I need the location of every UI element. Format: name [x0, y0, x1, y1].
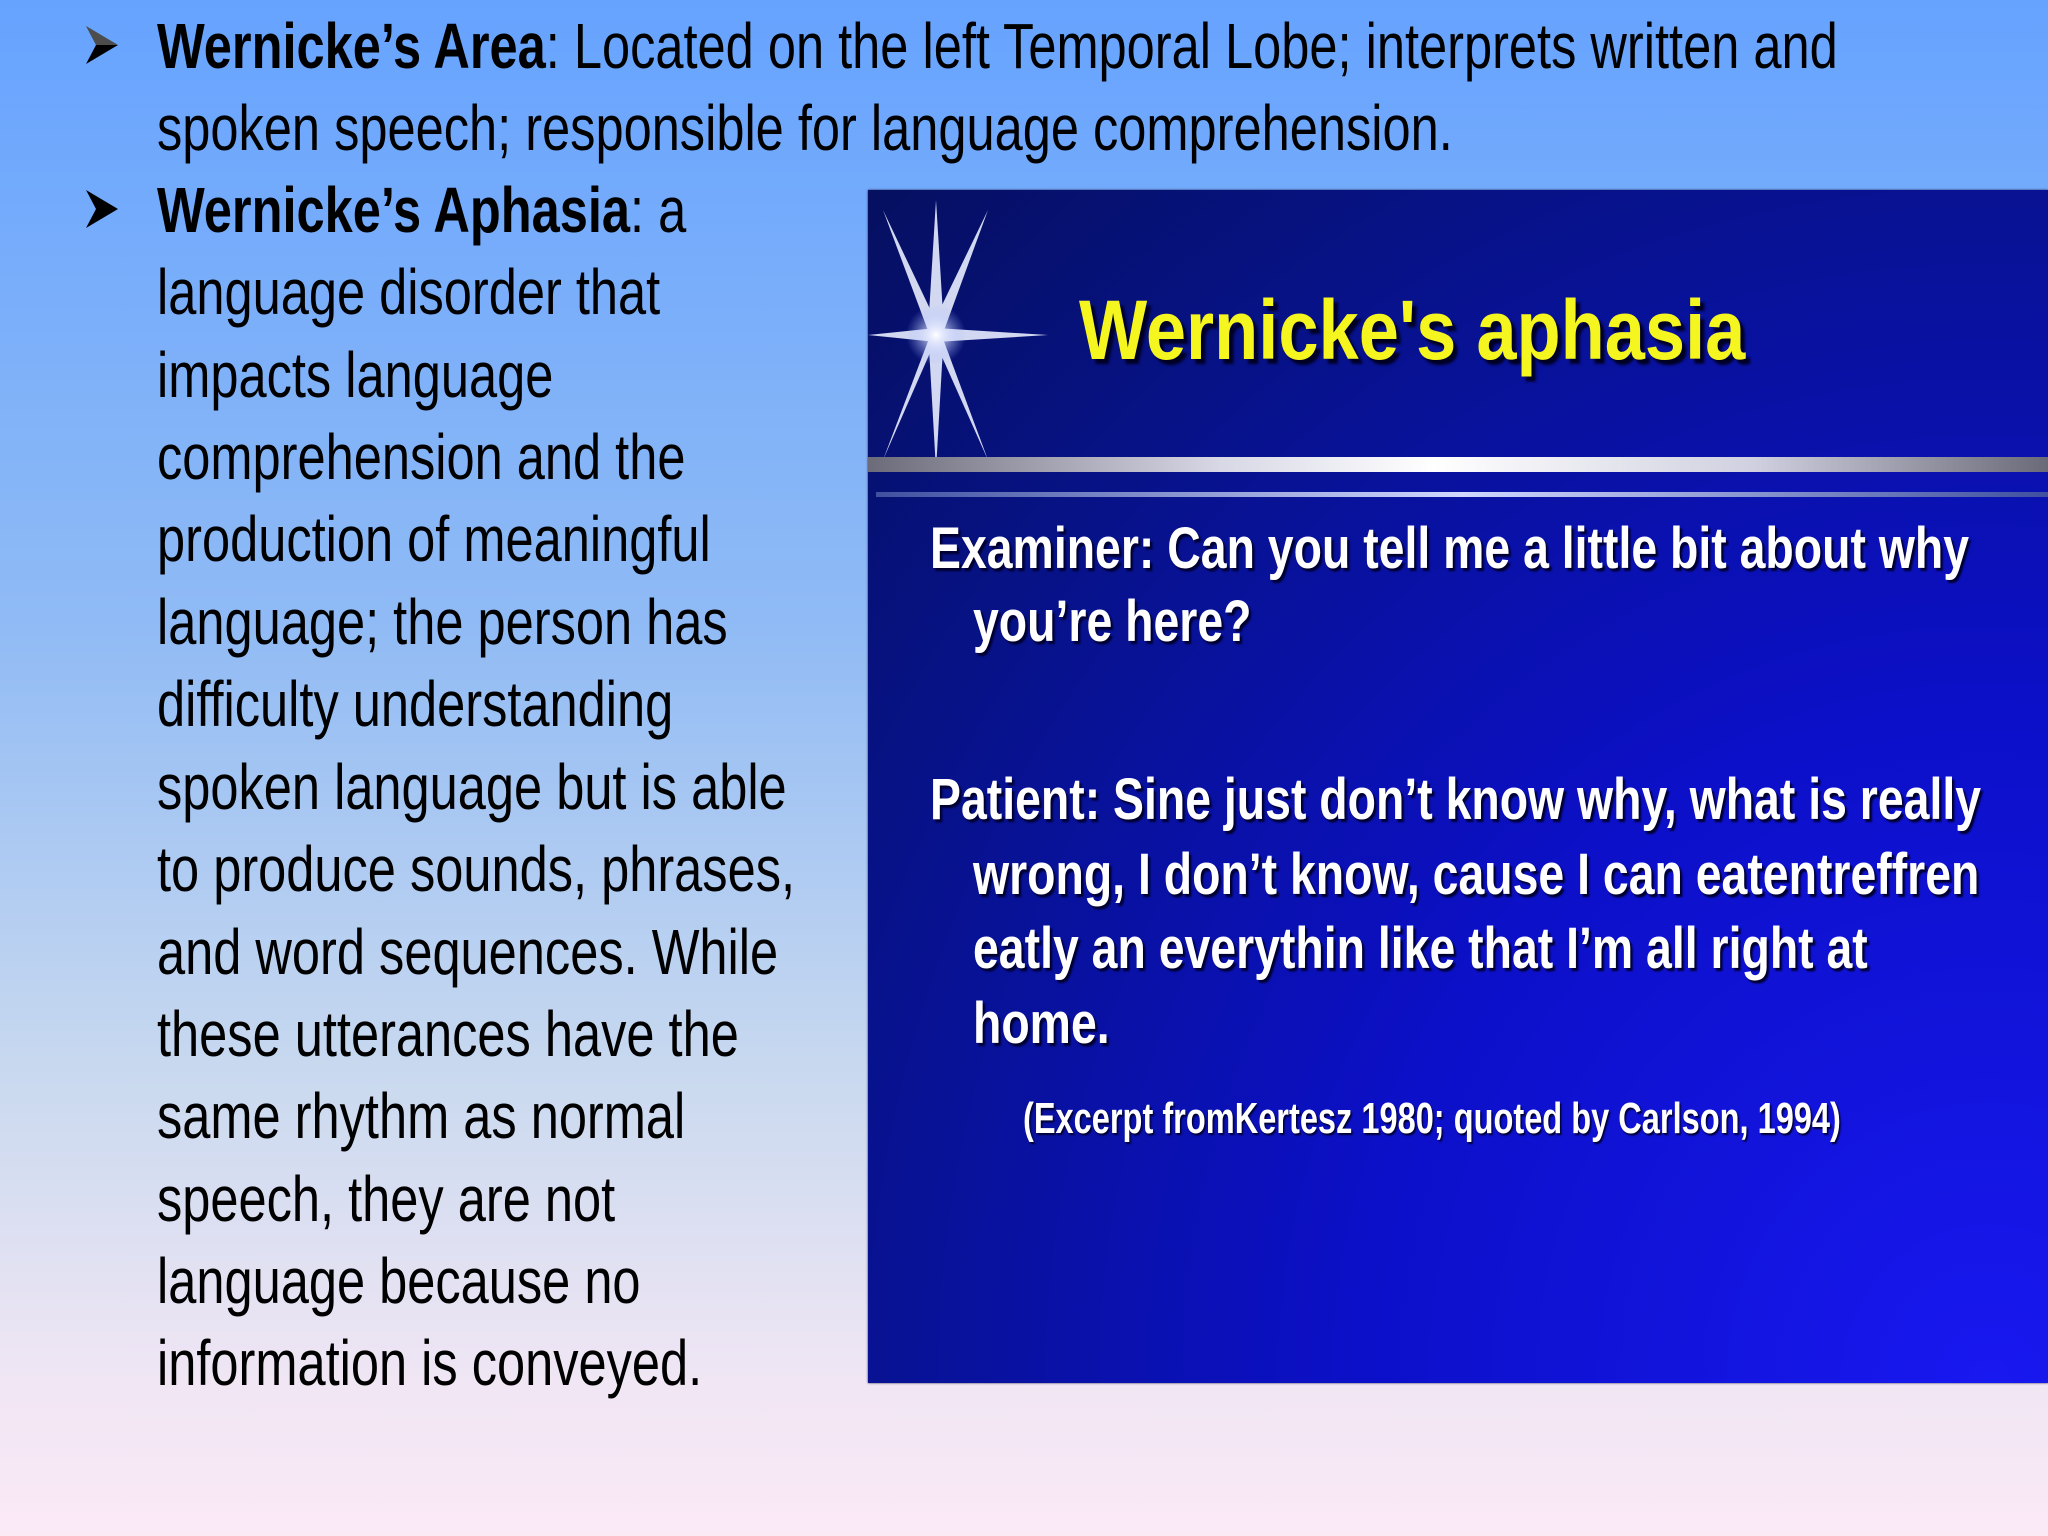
aphasia-text-line: production of meaningful — [157, 503, 711, 575]
patient-line: eatly an everythin like that I’m all right at — [973, 916, 1868, 981]
aphasia-text-line: spoken language but is able — [157, 751, 787, 823]
bullet-wernickes-aphasia-line-1: Wernicke’s Aphasia: a — [157, 174, 687, 246]
aphasia-text-line: difficulty understanding — [157, 668, 674, 740]
aphasia-text-line: to produce sounds, phrases, — [157, 833, 796, 905]
arrow-bullet-icon — [82, 184, 122, 234]
aphasia-text-line: language because no — [157, 1245, 641, 1317]
arrow-bullet-icon — [82, 20, 122, 70]
bullet-wernickes-area-line-1: Wernicke’s Area: Located on the left Temporal Lobe; interprets written and — [157, 10, 1838, 82]
patient-line: wrong, I don’t know, cause I can eatentreffren — [973, 842, 1980, 907]
aphasia-text-line: same rhythm as normal — [157, 1080, 686, 1152]
aphasia-text-line: information is conveyed. — [157, 1327, 703, 1399]
aphasia-text-line: impacts language — [157, 339, 554, 411]
patient-line: Patient: Sine just don’t know why, what is really — [930, 767, 1982, 832]
slide-title: Wernicke's aphasia — [1079, 283, 1746, 377]
patient-line: home. — [973, 991, 1110, 1056]
thin-divider — [876, 492, 2048, 497]
aphasia-text-line: comprehension and the — [157, 421, 686, 493]
aphasia-text-line: and word sequences. While — [157, 916, 779, 988]
aphasia-text-line: language; the person has — [157, 586, 728, 658]
silver-divider — [868, 457, 2048, 472]
examiner-line: you’re here? — [973, 589, 1252, 654]
wernickes-aphasia-slide-image — [868, 190, 2048, 1383]
citation: (Excerpt fromKertesz 1980; quoted by Carlson, 1994) — [1023, 1094, 1841, 1143]
aphasia-text-line: these utterances have the — [157, 998, 739, 1070]
examiner-line: Examiner: Can you tell me a little bit about why — [930, 516, 1970, 581]
aphasia-text-line: language disorder that — [157, 256, 661, 328]
sparkle-star-icon — [868, 190, 1048, 480]
bullet-wernickes-area-line-2: spoken speech; responsible for language comprehension. — [157, 92, 1453, 164]
aphasia-text-line: speech, they are not — [157, 1163, 616, 1235]
